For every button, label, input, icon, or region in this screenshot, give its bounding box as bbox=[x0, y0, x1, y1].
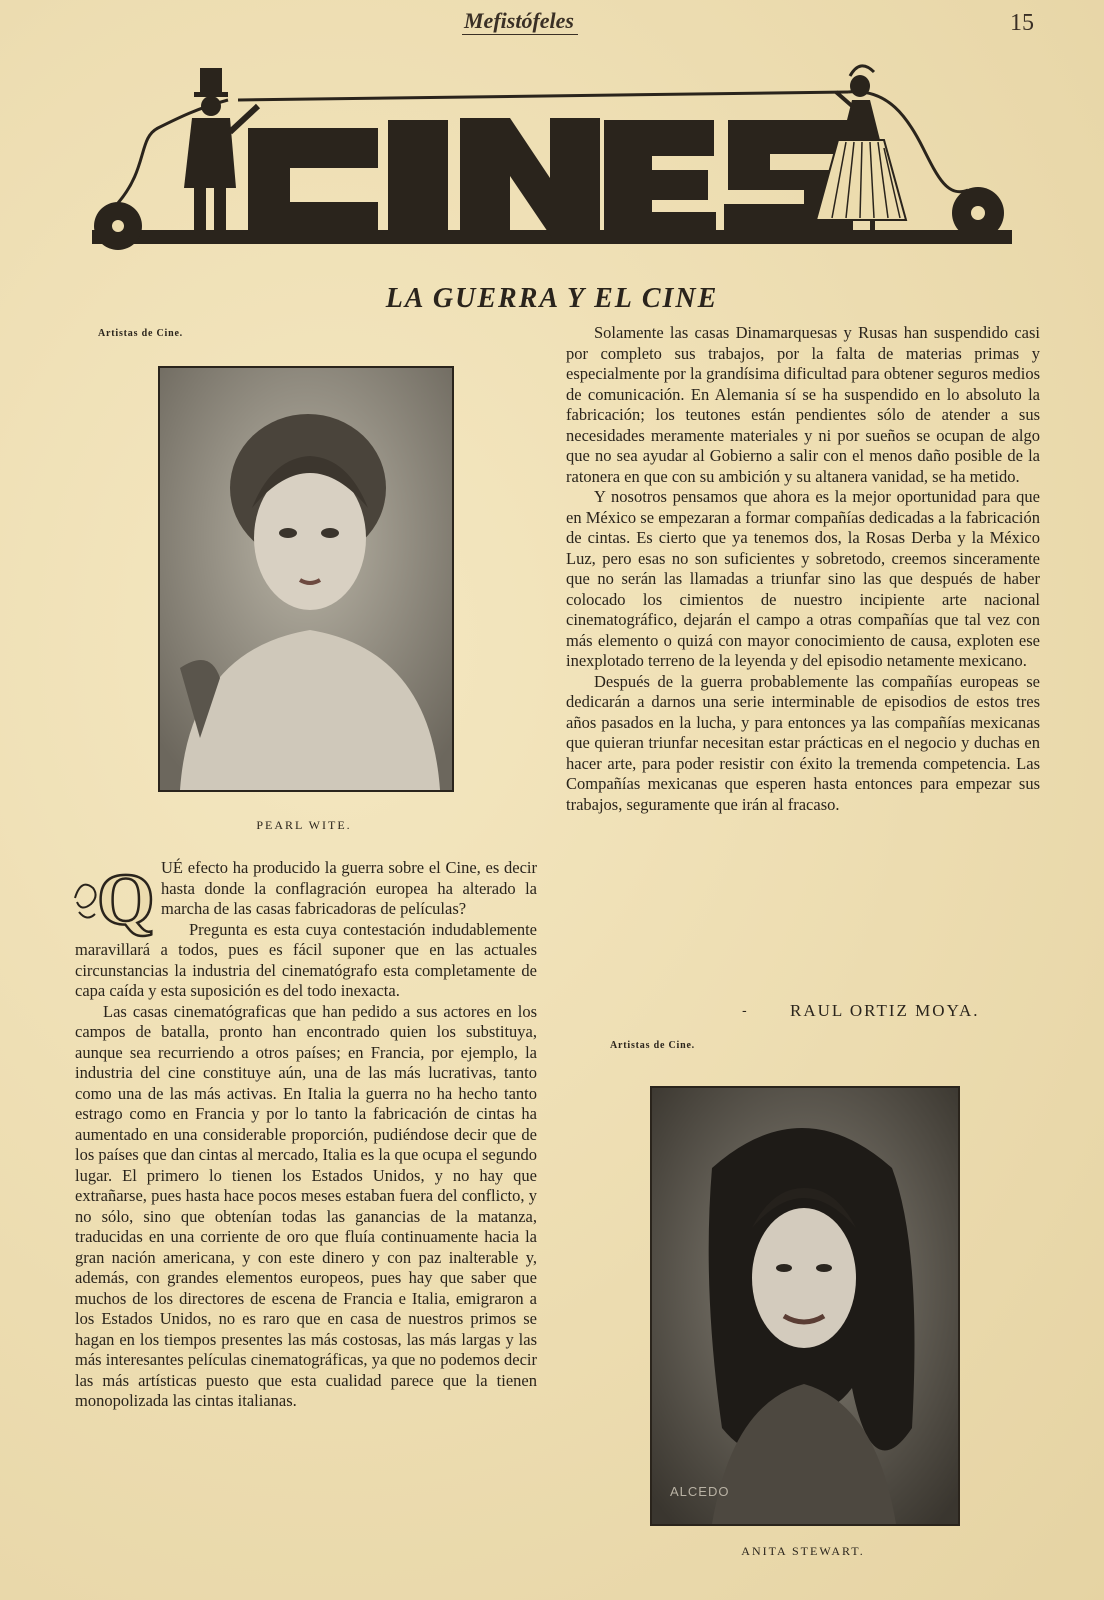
paragraph: Y nosotros pensamos que ahora es la mejor oportunidad para que en México se empezaran a formar compañías dedicadas a la fabricación de cintas. Es cierto que ya tenemos dos, la Rosas Derba y la México Luz, pero esas no son suficientes y sobretodo, creemos sinceramente que no serán las llamadas a triunfar sino las que después de haber colocado los cimientos de nuestro incipiente arte nacional cinematográfico, dejarán el campo a otras compañías que tal vez con más elemento o quizá con mayor conocimiento de causa, exploten ese inexplotado terreno de la leyenda y del episodio netamente mexicano. bbox=[566, 487, 1040, 670]
article-left-column bbox=[75, 858, 537, 1412]
section-label-artistas: Artistas de Cine. bbox=[610, 1040, 695, 1051]
article-right-column bbox=[566, 323, 1040, 815]
cines-banner bbox=[88, 48, 1028, 258]
photo-caption-pearl-wite: PEARL WITE. bbox=[256, 818, 352, 832]
studio-mark: ALCEDO bbox=[670, 1484, 730, 1499]
paragraph: UÉ efecto ha producido la guerra sobre el Cine, es decir hasta donde la conflagración europea ha alterado la marcha de las casas fabricadoras de películas? bbox=[161, 858, 537, 918]
paragraph: Las casas cinematógraficas que han pedido a sus actores en los campos de batalla, pronto han encontrado quien los substituya, aunque sea recurriendo a otros países; en Francia, por ejemplo, la industria del cine constituye aún, una de las más lucrativas, tanto como una de las más activas. En Italia la guerra no ha hecho tanto estrago como en Francia y por lo tanto la fabricación de cintas ha aumentado en una considerable proporción, pudiéndose decir que de los países que dan cintas al mercado, Italia es la que ocupa el segundo lugar. El primero lo tienen los Estados Unidos, y no hay que extrañarse, pues hasta hace pocos meses estaban fuera del conflicto, y no sólo, sino que obtenían todas las ganancias de la matanza, traducidas en una corriente de oro que fluía continuamente hacia la gran nación americana, y con este dinero y con paz inalterable y, además, con grandes elementos europeos, pues hay que saber que muchos de los directores de escena de Francia e Italia, emigraron a los Estados Unidos, no es raro que en casa de nuestros primos se hagan en los tiempos presentes las más costosas, las más largas y las más interesantes películas cinematográficas, ya que no podemos decir las más artísticas puesto que esta cualidad parece que la tienen monopolizada las cintas italianas. bbox=[75, 1001, 537, 1410]
portrait-image bbox=[160, 368, 452, 790]
photo-anita-stewart bbox=[650, 1086, 960, 1526]
photo-caption-anita-stewart: ANITA STEWART. bbox=[741, 1544, 865, 1558]
cines-lettering bbox=[248, 118, 848, 238]
magazine-title: Mefistófeles bbox=[462, 8, 578, 35]
drop-cap-letter: Q bbox=[97, 859, 155, 938]
author-dash: - bbox=[742, 1003, 747, 1019]
paragraph: Pregunta es esta cuya contestación indudablemente maravillará a todos, pues es fácil suponer que en las actuales circunstancias la industria del cinematógrafo esta completamente de capa caída y esta suposición es del todo inexacta. bbox=[75, 919, 537, 1000]
page-number: 15 bbox=[1010, 10, 1034, 36]
drop-cap-ornament bbox=[71, 858, 155, 938]
paragraph: Solamente las casas Dinamarquesas y Rusas han suspendido casi por completo sus trabajos, por la falta de materias primas y especialmente por la grandísima dificultad para obtener seguros medios de comunicación. En Alemania sí se ha suspendido en lo absoluto la fabricación; los teutones están pendientes sólo de atender a sus necesidades meramente materiales y ni por sueños se ocupan de algo que no sea ayudar al Gobierno a salir con el menos daño posible de la ratonera en que con su ambición y su altanera vanidad, se ha metido. bbox=[566, 323, 1040, 486]
man-top-hat-figure-icon bbox=[184, 68, 258, 230]
section-label-artistas: Artistas de Cine. bbox=[98, 328, 183, 339]
article-author: RAUL ORTIZ MOYA. bbox=[790, 1001, 980, 1020]
paragraph: Después de la guerra probablemente las compañías europeas se dedicarán a darnos una serie interminable de episodios de estos tres años pasados en la lucha, y para entonces ya las compañías mexicanas que quieran triunfar necesitan estar prácticas en el negocio y duchas en hacer arte, para poder resistir con éxito la tremenda competencia. Las Compañías mexicanas que esperen hasta entonces para empezar sus trabajos, seguramente que irán al fracaso. bbox=[566, 671, 1040, 814]
photo-pearl-wite bbox=[158, 366, 454, 792]
portrait-image bbox=[652, 1088, 958, 1524]
article-title: LA GUERRA Y EL CINE bbox=[385, 283, 719, 314]
